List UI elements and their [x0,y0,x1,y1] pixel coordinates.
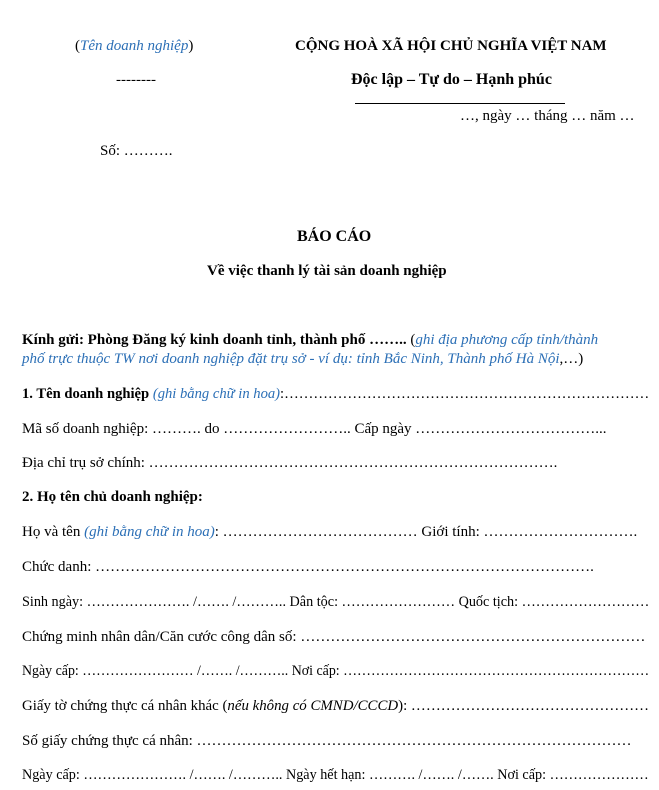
recipient-line-1 [22,332,598,349]
position-line: Chức danh: ………………………………………………………………………………………. [22,559,594,575]
recipient-note-1: ghi địa phương cấp tỉnh/thành [415,332,599,348]
section1-heading-text: 1. Tên doanh nghiệp [22,386,153,402]
fullname-note: (ghi bằng chữ in hoa) [84,524,215,540]
other-doc-label: Giấy tờ chứng thực cá nhân khác ( [22,698,228,714]
address-line: Địa chỉ trụ sở chính: ………………………………………………………………………. [22,455,558,471]
other-doc-tail: ): ………………………………………… [398,698,650,714]
section1-heading-note: (ghi bằng chữ in hoa) [152,386,281,402]
document-number: Số: ………. [100,143,173,159]
fullname-line [22,524,637,541]
issue-line-2: Ngày cấp: …………………. /……. /……….. Ngày hết hạn: ………. /……. /……. Nơi cấp: ………………… [22,767,649,783]
other-doc-number-line: Số giấy chứng thực cá nhân: …………………………………………………………………………… [22,733,632,749]
nation-motto: Độc lập – Tự do – Hạnh phúc [351,71,552,88]
date-line: …, ngày … tháng … năm … [460,108,635,124]
issue-line-1: Ngày cấp: …………………… /……. /……….. Nơi cấp: ………………………………………………………… [22,663,650,679]
company-name-note: Tên doanh nghiệp [80,38,189,54]
company-dashes: -------- [116,72,156,88]
report-subtitle: Về việc thanh lý tài sản doanh nghiệp [207,263,447,279]
open-paren: ( [75,38,80,54]
company-name-placeholder [75,38,193,55]
id-card-line: Chứng minh nhân dân/Căn cước công dân số: …………………………………………………………… [22,629,646,645]
other-doc-note: nếu không có CMND/CCCD [227,698,399,714]
fullname-label: Họ và tên [22,524,85,540]
tax-code-line: Mã số doanh nghiệp: ………. do …………………….. Cấp ngày ………………………………... [22,421,607,437]
section1-heading-tail: :………………………………………………………………… [280,386,650,402]
section2-heading: 2. Họ tên chủ doanh nghiệp: [22,489,203,505]
section1-heading [22,386,649,403]
recipient-line-2 [22,351,583,368]
motto-underline [355,103,565,104]
recipient-label: Kính gửi: Phòng Đăng ký kinh doanh tỉnh, thành phố …….. [22,332,407,348]
fullname-tail: : ………………………………… Giới tính: …………………………. [214,524,638,540]
recipient-note-2: phố trực thuộc TW nơi doanh nghiệp đặt trụ sở - ví dụ: tỉnh Bắc Ninh, Thành phố Hà Nội [22,351,560,367]
other-doc-line [22,698,649,715]
recipient-note-open: ( [406,332,416,348]
birth-line: Sinh ngày: …………………. /……. /……….. Dân tộc: …………………… Quốc tịch: ……………………… [22,594,650,610]
close-paren: ) [188,38,194,54]
report-title: BÁO CÁO [297,228,372,245]
nation-title: CỘNG HOÀ XÃ HỘI CHỦ NGHĨA VIỆT NAM [295,38,607,54]
recipient-note-close: ,…) [559,351,584,367]
